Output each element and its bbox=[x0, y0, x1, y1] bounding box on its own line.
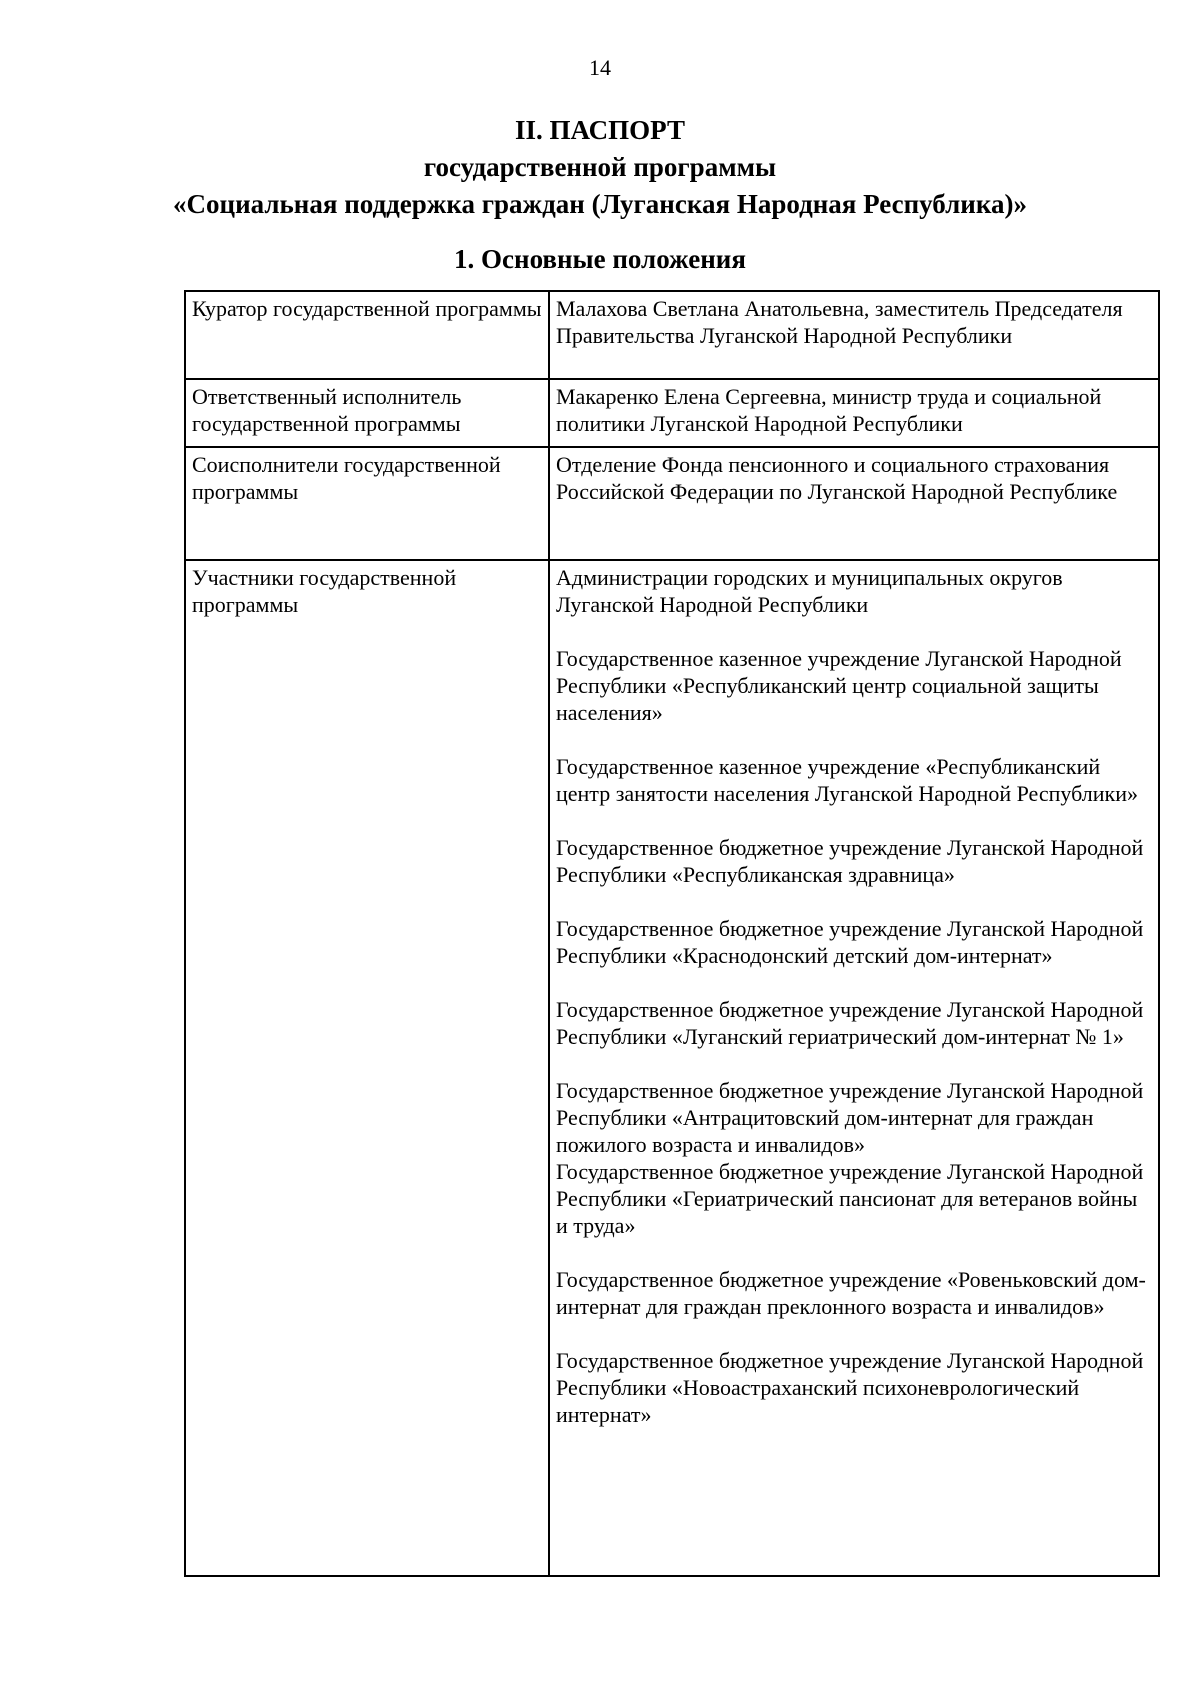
participant-item: Государственное бюджетное учреждение Луганской Народной Республики «Республиканская здравница» bbox=[556, 835, 1144, 887]
title-line-3: «Социальная поддержка граждан (Луганская Народная Республика)» bbox=[173, 189, 1027, 219]
value-text: Малахова Светлана Анатольевна, заместитель Председателя Правительства Луганской Народной Республики bbox=[556, 296, 1123, 348]
participant-item: Государственное бюджетное учреждение Луганской Народной Республики «Краснодонский детский дом-интернат» bbox=[556, 916, 1144, 968]
row-value bbox=[549, 379, 1159, 447]
participant-item: Администрации городских и муниципальных округов Луганской Народной Республики bbox=[556, 565, 1063, 617]
page-number: 14 bbox=[589, 55, 611, 80]
row-label: Куратор государственной программы bbox=[185, 291, 549, 379]
title-line-1: II. ПАСПОРТ bbox=[514, 115, 685, 145]
value-text: Макаренко Елена Сергеевна, министр труда и социальной политики Луганской Народной Республики bbox=[556, 384, 1102, 436]
table-row bbox=[185, 560, 1159, 1576]
row-label: Ответственный исполнитель государственной программы bbox=[185, 379, 549, 447]
row-label: Участники государственной программы bbox=[185, 560, 549, 1576]
table-row bbox=[185, 379, 1159, 447]
participant-item: Государственное казенное учреждение Луганской Народной Республики «Республиканский центр социальной защиты населения» bbox=[556, 646, 1122, 725]
row-value bbox=[549, 560, 1159, 1576]
participant-item: Государственное казенное учреждение «Республиканский центр занятости населения Луганской Народной Республики» bbox=[556, 754, 1138, 806]
participant-item: Государственное бюджетное учреждение Луганской Народной Республики «Гериатрический пансионат для ветеранов войны и труда» bbox=[556, 1159, 1144, 1238]
participant-item: Государственное бюджетное учреждение Луганской Народной Республики «Антрацитовский дом-интернат для граждан пожилого возраста и инвалидов» bbox=[556, 1078, 1144, 1157]
row-label: Соисполнители государственной программы bbox=[185, 447, 549, 560]
document-title bbox=[0, 112, 1200, 223]
participant-item: Государственное бюджетное учреждение «Ровеньковский дом-интернат для граждан преклонного возраста и инвалидов» bbox=[556, 1267, 1146, 1319]
participant-item: Государственное бюджетное учреждение Луганской Народной Республики «Новоастраханский психоневрологический интернат» bbox=[556, 1348, 1144, 1427]
passport-table bbox=[184, 290, 1160, 1577]
participant-item: Государственное бюджетное учреждение Луганской Народной Республики «Луганский гериатрический дом-интернат № 1» bbox=[556, 997, 1144, 1049]
title-line-2: государственной программы bbox=[423, 152, 777, 182]
table-row bbox=[185, 291, 1159, 379]
table-row bbox=[185, 447, 1159, 560]
section-heading: 1. Основные положения bbox=[454, 244, 746, 274]
row-value bbox=[549, 447, 1159, 560]
row-value bbox=[549, 291, 1159, 379]
value-text: Отделение Фонда пенсионного и социального страхования Российской Федерации по Луганской Народной Республике bbox=[556, 452, 1118, 504]
